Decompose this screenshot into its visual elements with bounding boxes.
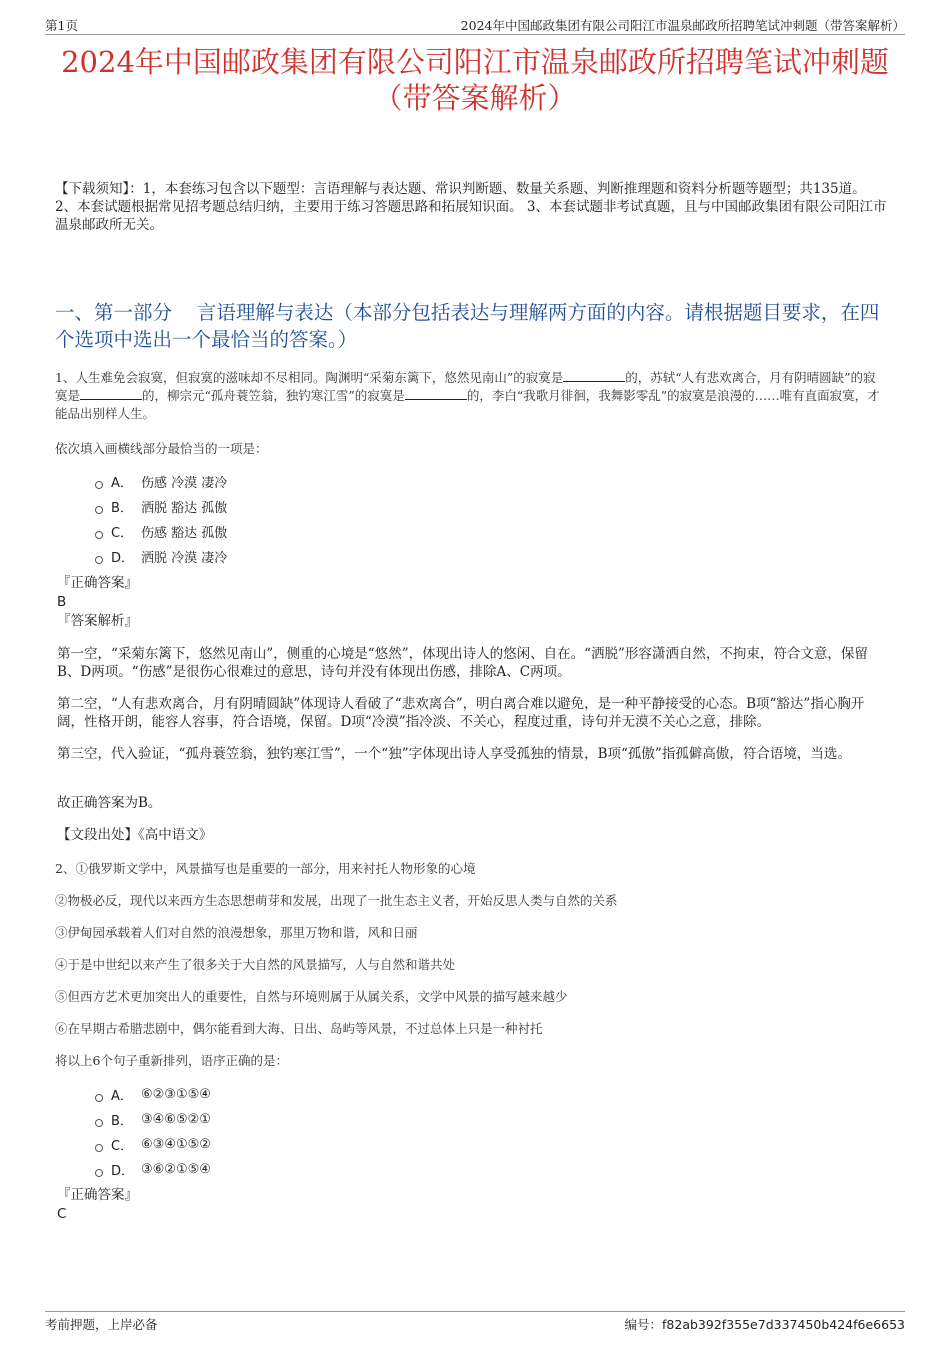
radio-icon[interactable] [95, 1144, 103, 1152]
answer-value: B [57, 594, 67, 610]
option-b[interactable]: B． ③④⑥⑤②① [95, 1107, 211, 1132]
title-line-2: （带答案解析） [373, 81, 577, 115]
question-2-line: ③伊甸园承载着人们对自然的浪漫想象，那里万物和谐，风和日丽 [55, 925, 418, 940]
header-doc-title: 2024年中国邮政集团有限公司阳江市温泉邮政所招聘笔试冲刺题（带答案解析） [460, 18, 905, 33]
question-2-prompt: 将以上6个句子重新排列，语序正确的是： [55, 1053, 288, 1068]
radio-icon[interactable] [95, 506, 103, 514]
section-title: 言语理解与表达（本部分包括表达与理解两方面的内容。请根据题目要求，在四个选项中选出一个最恰当的答案。） [55, 301, 880, 351]
option-a[interactable]: A． 伤感 冷漠 凄冷 [95, 469, 227, 494]
radio-icon[interactable] [95, 1119, 103, 1127]
option-c[interactable]: C． ⑥③④①⑤② [95, 1132, 211, 1157]
blank-line [80, 388, 142, 400]
question-2-line: ⑤但西方艺术更加突出人的重要性，自然与环境则属于从属关系，文学中风景的描写越来越少 [55, 989, 568, 1004]
analysis-paragraph: 第三空，代入验证，“孤舟蓑笠翁，独钓寒江雪”，一个“独”字体现出诗人享受孤独的情景，B项“孤傲”指孤僻高傲，符合语境，当选。 [57, 746, 851, 762]
question-2-answer [57, 1186, 138, 1224]
answer-value: C [57, 1206, 67, 1222]
radio-icon[interactable] [95, 531, 103, 539]
page-footer [45, 1311, 905, 1332]
page-number: 第1页 [45, 18, 78, 33]
question-1-options [95, 469, 227, 569]
blank-line [405, 388, 467, 400]
footer-code: 编号：f82ab392f355e7d337450b424f6e6653 [624, 1317, 905, 1332]
analysis-label: 『答案解析』 [57, 613, 138, 629]
question-2-stem: 2、①俄罗斯文学中，风景描写也是重要的一部分，用来衬托人物形象的心境 [55, 861, 476, 876]
radio-icon[interactable] [95, 1169, 103, 1177]
option-b[interactable]: B． 洒脱 豁达 孤傲 [95, 494, 227, 519]
analysis-paragraph: 第一空，“采菊东篱下，悠然见南山”，侧重的心境是“悠然”，体现出诗人的悠闲、自在。“洒脱”形容潇洒自然，不拘束，符合文意，保留B、D两项。“伤感”是很伤心很难过的意思，诗句并没有体现出伤感，排除A、C两项。 [57, 646, 868, 680]
radio-icon[interactable] [95, 481, 103, 489]
question-2-line: ②物极必反，现代以来西方生态思想萌芽和发展，出现了一批生态主义者，开始反思人类与自然的关系 [55, 893, 618, 908]
section-heading [55, 299, 895, 353]
blank-line [563, 370, 625, 382]
question-1-stem: 1、人生难免会寂寞，但寂寞的滋味却不尽相同。陶渊明“采菊东篱下，悠然见南山”的寂寞是 的，苏轼“人有悲欢离合，月有阴晴圆缺”的寂寞是 的，柳宗元“孤舟蓑笠翁，独钓寒江雪”的寂寞是 的，李白“我歌月徘徊，我舞影零乱”的寂寞是浪漫的……唯有直面寂寞，才能品出别样人生。 [55, 370, 880, 421]
radio-icon[interactable] [95, 1094, 103, 1102]
question-2-options [95, 1082, 211, 1182]
question-2-line: ⑥在早期古希腊悲剧中，偶尔能看到大海、日出、岛屿等风景，不过总体上只是一种衬托 [55, 1021, 543, 1036]
question-2-line: ④于是中世纪以来产生了很多关于大自然的风景描写，人与自然和谐共处 [55, 957, 456, 972]
option-a[interactable]: A． ⑥②③①⑤④ [95, 1082, 211, 1107]
footer-slogan: 考前押题，上岸必备 [45, 1317, 158, 1332]
title-line-1: 2024年中国邮政集团有限公司阳江市温泉邮政所招聘笔试冲刺题 [61, 45, 889, 79]
answer-label: 『正确答案』 [57, 1187, 138, 1203]
question-1-answer [57, 574, 138, 631]
document-title [40, 44, 910, 116]
page-header [45, 14, 905, 35]
source-citation: 【文段出处】《高中语文》 [57, 827, 213, 843]
question-1-prompt: 依次填入画横线部分最恰当的一项是： [55, 441, 268, 456]
section-label: 一、第一部分 [55, 301, 173, 324]
answer-label: 『正确答案』 [57, 575, 138, 591]
option-c[interactable]: C． 伤感 豁达 孤傲 [95, 519, 227, 544]
analysis-paragraph: 第二空，“人有悲欢离合，月有阴晴圆缺”体现诗人看破了“悲欢离合”，明白离合难以避免，是一种平静接受的心态。B项“豁达”指心胸开阔，性格开朗，能容人容事，符合语境，保留。D项“冷漠”指冷淡、不关心，程度过重，诗句并无漠不关心之意，排除。 [57, 696, 865, 730]
option-d[interactable]: D． 洒脱 冷漠 凄冷 [95, 544, 227, 569]
option-d[interactable]: D． ③⑥②①⑤④ [95, 1157, 211, 1182]
analysis-conclusion: 故正确答案为B。 [57, 795, 162, 811]
radio-icon[interactable] [95, 556, 103, 564]
download-notice: 【下载须知】：1，本套练习包含以下题型：言语理解与表达题、常识判断题、数量关系题、判断推理题和资料分析题等题型；共135道。 2、本套试题根据常见招考题总结归纳，主要用于练习答题思路和拓展知识面。 3、本套试题非考试真题，且与中国邮政集团有限公司阳江市温泉邮政所无关。 [55, 181, 887, 233]
